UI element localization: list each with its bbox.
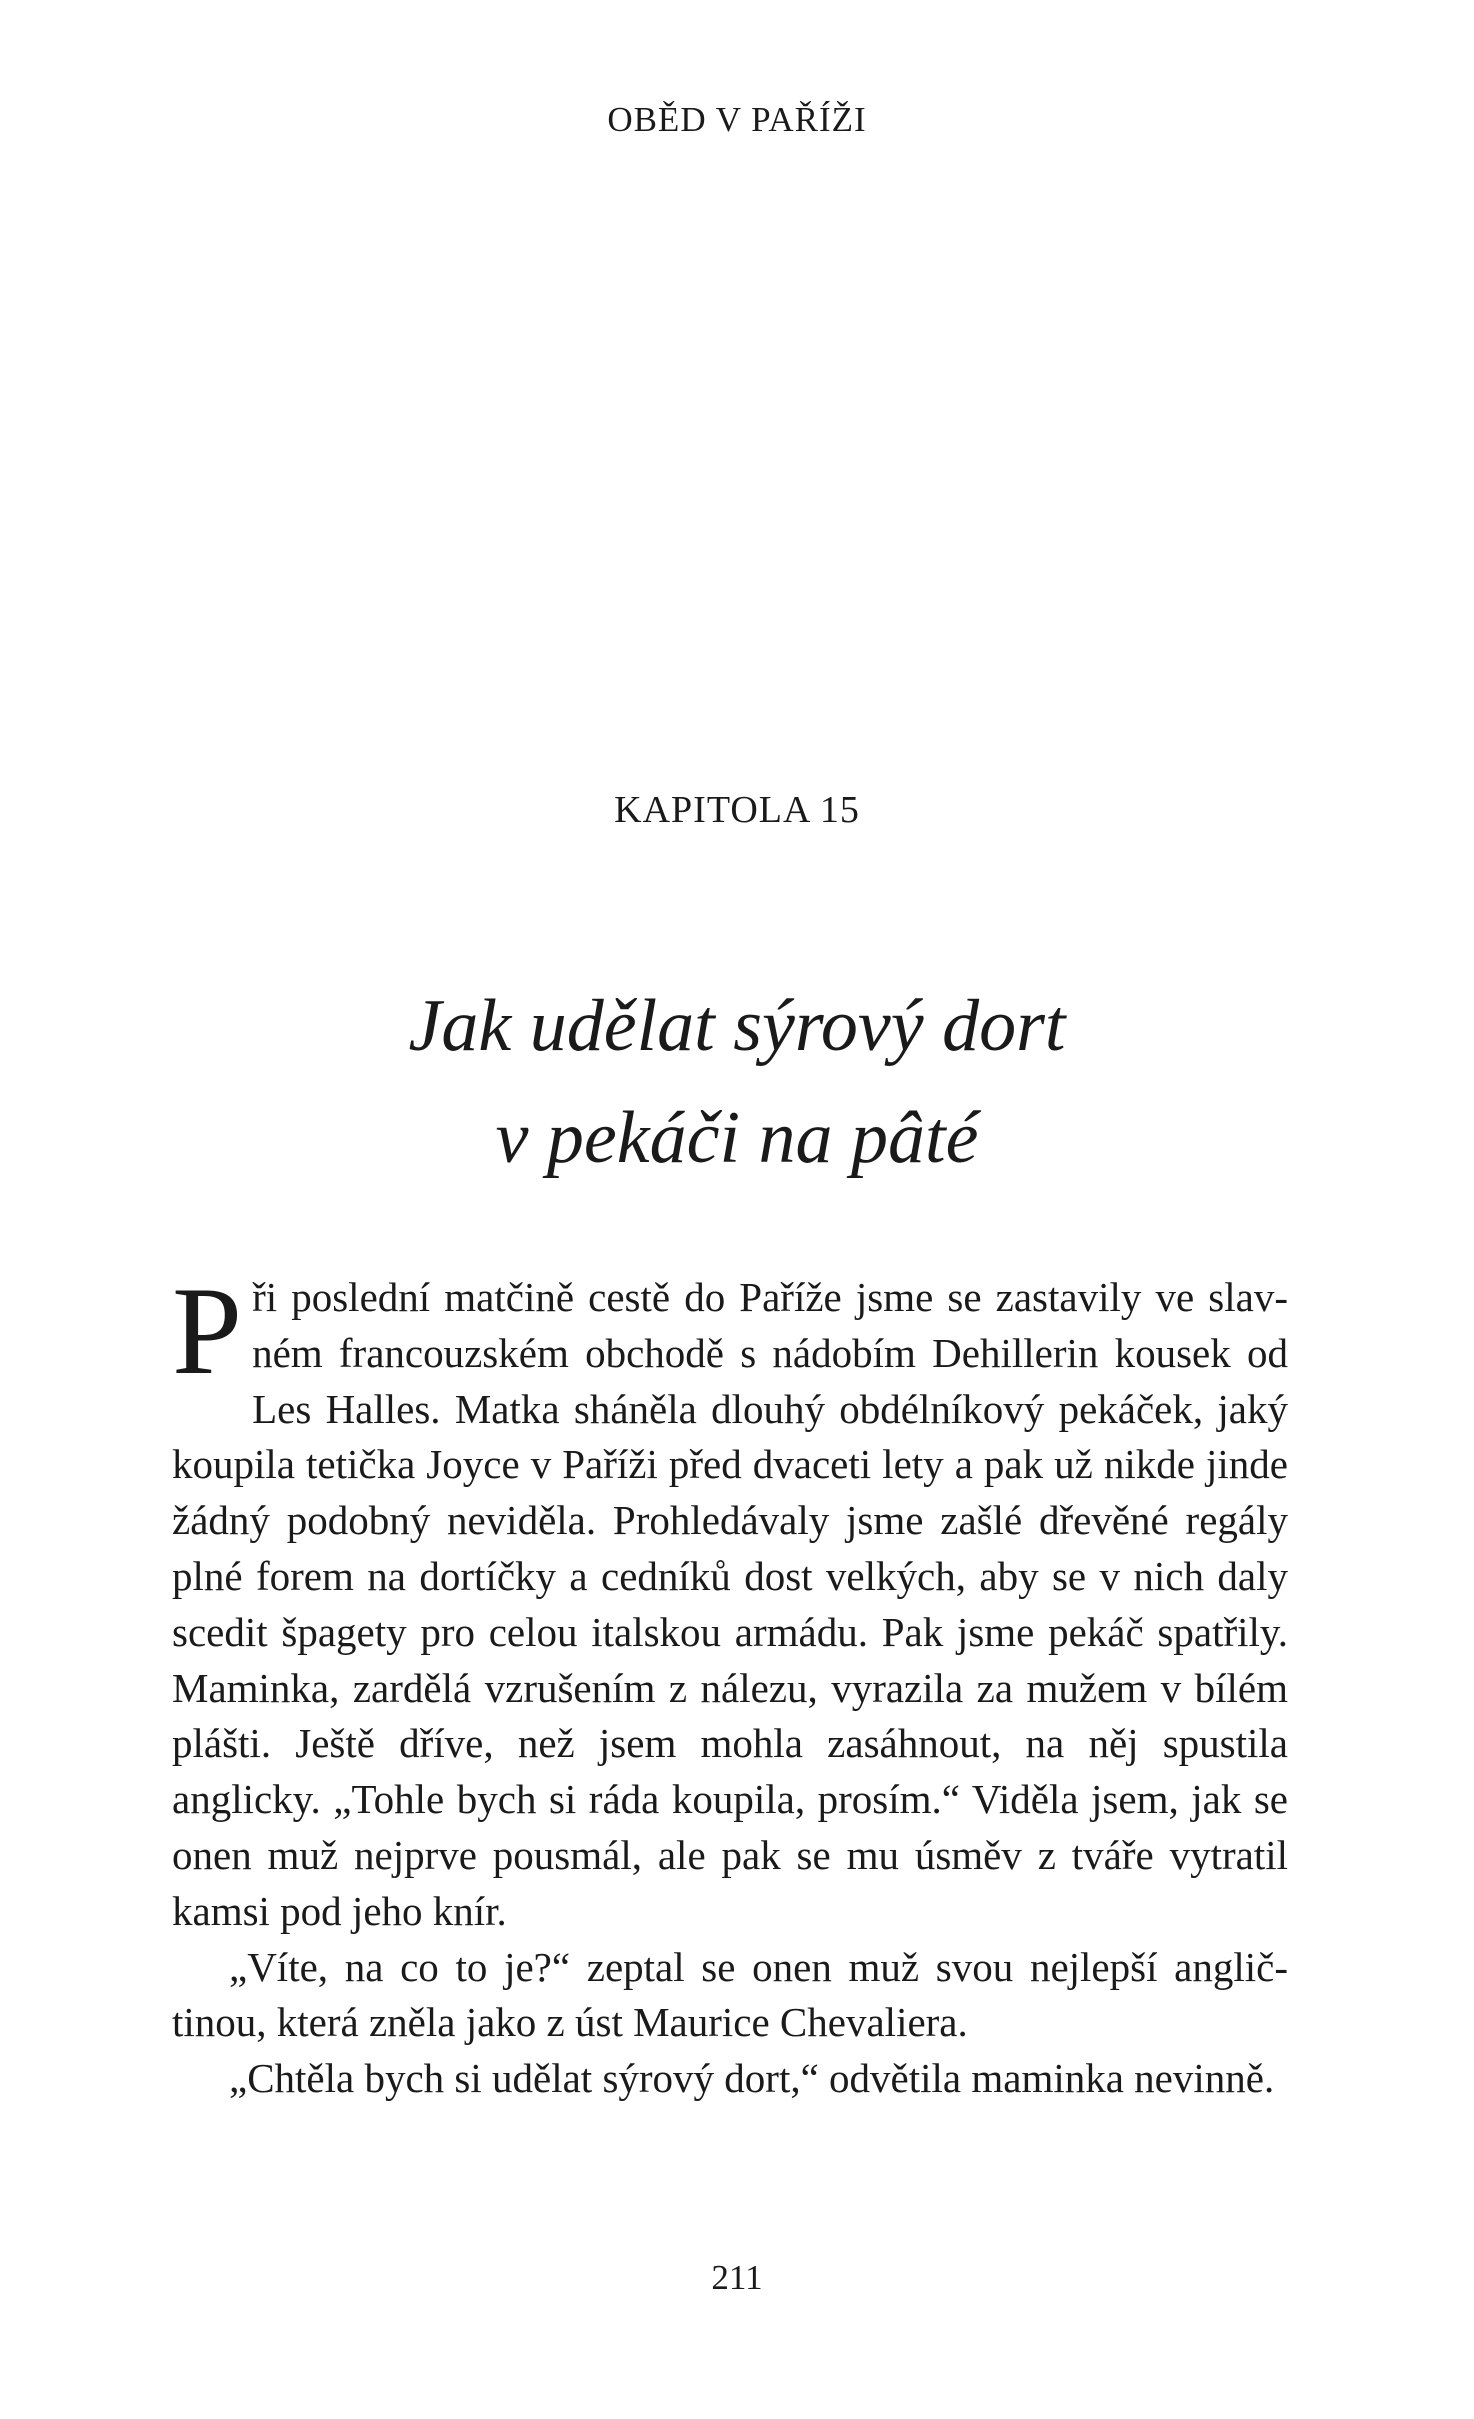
paragraph-1-text: ři poslední matčině cestě do Paříže jsme se zastavily ve slavném francouzském obchodě s nádobím Dehillerin kousek od Les Halles. Matka sháněla dlouhý obdélníkový pekáček, jaký koupila tetička Joyce v Paříži před dvaceti lety a pak už nikde jinde žádný podobný neviděla. Prohledávaly jsme zašlé dřevěné regály plné forem na dortíčky a cedníků dost velkých, aby se v nich daly scedit špagety pro celou italskou armádu. Pak jsme pekáč spatřily. Maminka, zardělá vzrušením z nálezu, vyrazila za mužem v bílém plášti. Ještě dříve, než jsem mohla zasáhnout, na něj spustila anglicky. „Tohle bych si ráda koupila, prosím.“ Viděla jsem, jak se onen muž nejprve pousmál, ale pak se mu úsměv z tváře vytratil kamsi pod jeho knír. [172, 1274, 1288, 1934]
paragraph-1 [172, 1262, 1288, 1940]
paragraph-3: „Chtěla bych si udělat sýrový dort,“ odvětila maminka nevinně. [229, 2055, 1275, 2102]
body-text [172, 1262, 1288, 2107]
page-number: 211 [711, 2258, 763, 2297]
paragraph-2: „Víte, na co to je?“ zeptal se onen muž svou nejlepší angličtinou, která zněla jako z úst Maurice Chevaliera. [172, 1943, 1288, 2046]
chapter-number: KAPITOLA 15 [614, 789, 860, 831]
chapter-title-line-1: Jak udělat sýrový dort [408, 985, 1066, 1067]
running-head: OBĚD V PAŘÍŽI [607, 100, 867, 139]
chapter-title-line-2: v pekáči na pâté [495, 1097, 979, 1179]
drop-cap: P [172, 1262, 243, 1401]
chapter-title [0, 970, 1474, 1194]
